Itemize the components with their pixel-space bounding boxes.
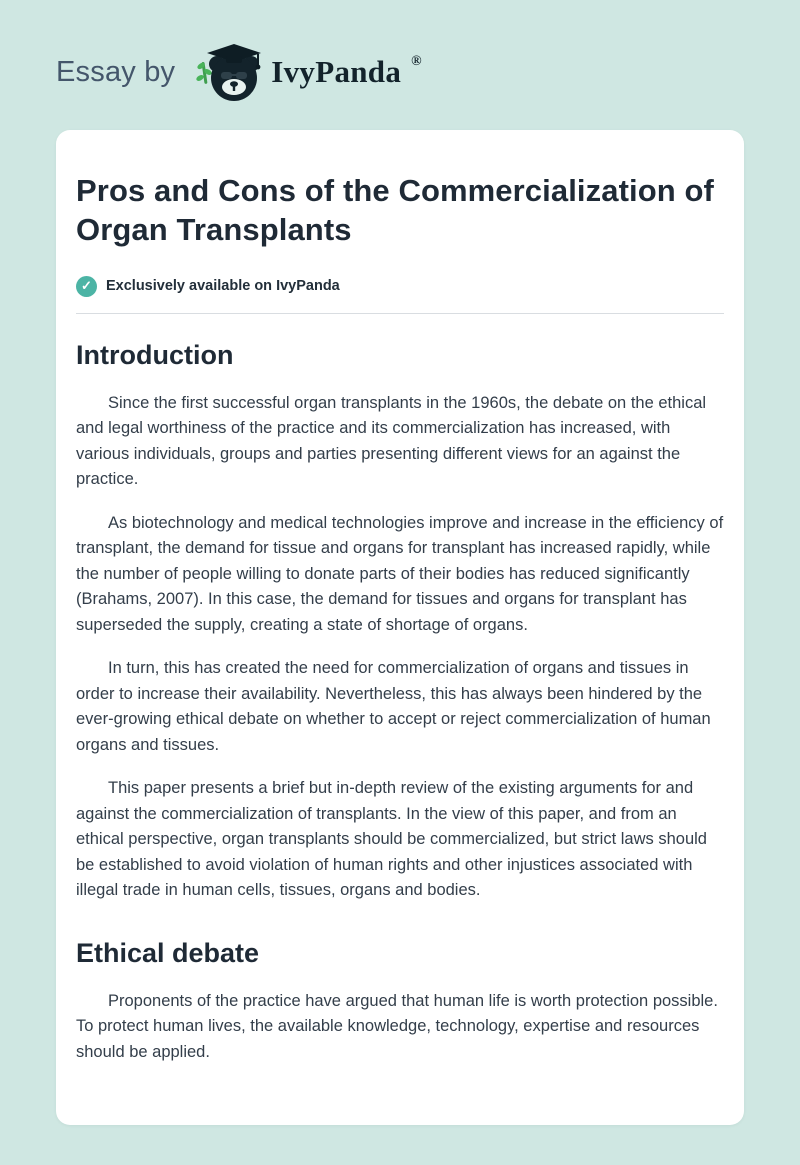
essay-title: Pros and Cons of the Commercialization of Organ Transplants	[76, 173, 714, 247]
ivypanda-logo[interactable]	[195, 40, 421, 104]
paragraph: Since the first successful organ transplants in the 1960s, the debate on the ethical and legal worthiness of the practice and its commercialization has increased, with various individuals, groups and parties presenting different views for an against the practice.	[76, 393, 707, 488]
ivypanda-panda-icon	[195, 40, 261, 104]
paragraph: As biotechnology and medical technologies improve and increase in the efficiency of transplant, the demand for tissue and organs for transplant has increased rapidly, while the number of people willing to donate parts of their bodies has reduced significantly (Brahams, 2007). In this case, the demand for tissues and organs for transplant has superseded the supply, creating a state of shortage of organs.	[76, 513, 724, 634]
site-header	[0, 0, 800, 130]
registered-mark: ®	[411, 54, 422, 69]
paragraph: This paper presents a brief but in-depth review of the existing arguments for and against the commercialization of transplants. In the view of this paper, and from an ethical perspective, organ transplants should be commercialized, but strict laws should be established to avoid violation of human rights and other injustices associated with illegal trade in human cells, tissues, organs and bodies.	[76, 779, 707, 899]
brand-name: IvyPanda	[271, 54, 402, 89]
section-heading-introduction: Introduction	[76, 339, 234, 370]
section-heading-ethical-debate: Ethical debate	[76, 937, 260, 968]
check-icon: ✓	[76, 276, 97, 297]
paragraph: Proponents of the practice have argued that human life is worth protection possible. To protect human lives, the available knowledge, technology, expertise and resources should be applied.	[76, 991, 718, 1061]
availability-badge	[76, 276, 724, 314]
paragraph: In turn, this has created the need for commercialization of organs and tissues in order to increase their availability. Nevertheless, this has always been hindered by the ever-growing ethical debate on whether to accept or reject commercialization of human organs and tissues.	[76, 659, 711, 754]
availability-badge-label: Exclusively available on IvyPanda	[106, 278, 340, 294]
essay-card	[56, 130, 744, 1125]
essay-by-label: Essay by	[56, 55, 176, 88]
